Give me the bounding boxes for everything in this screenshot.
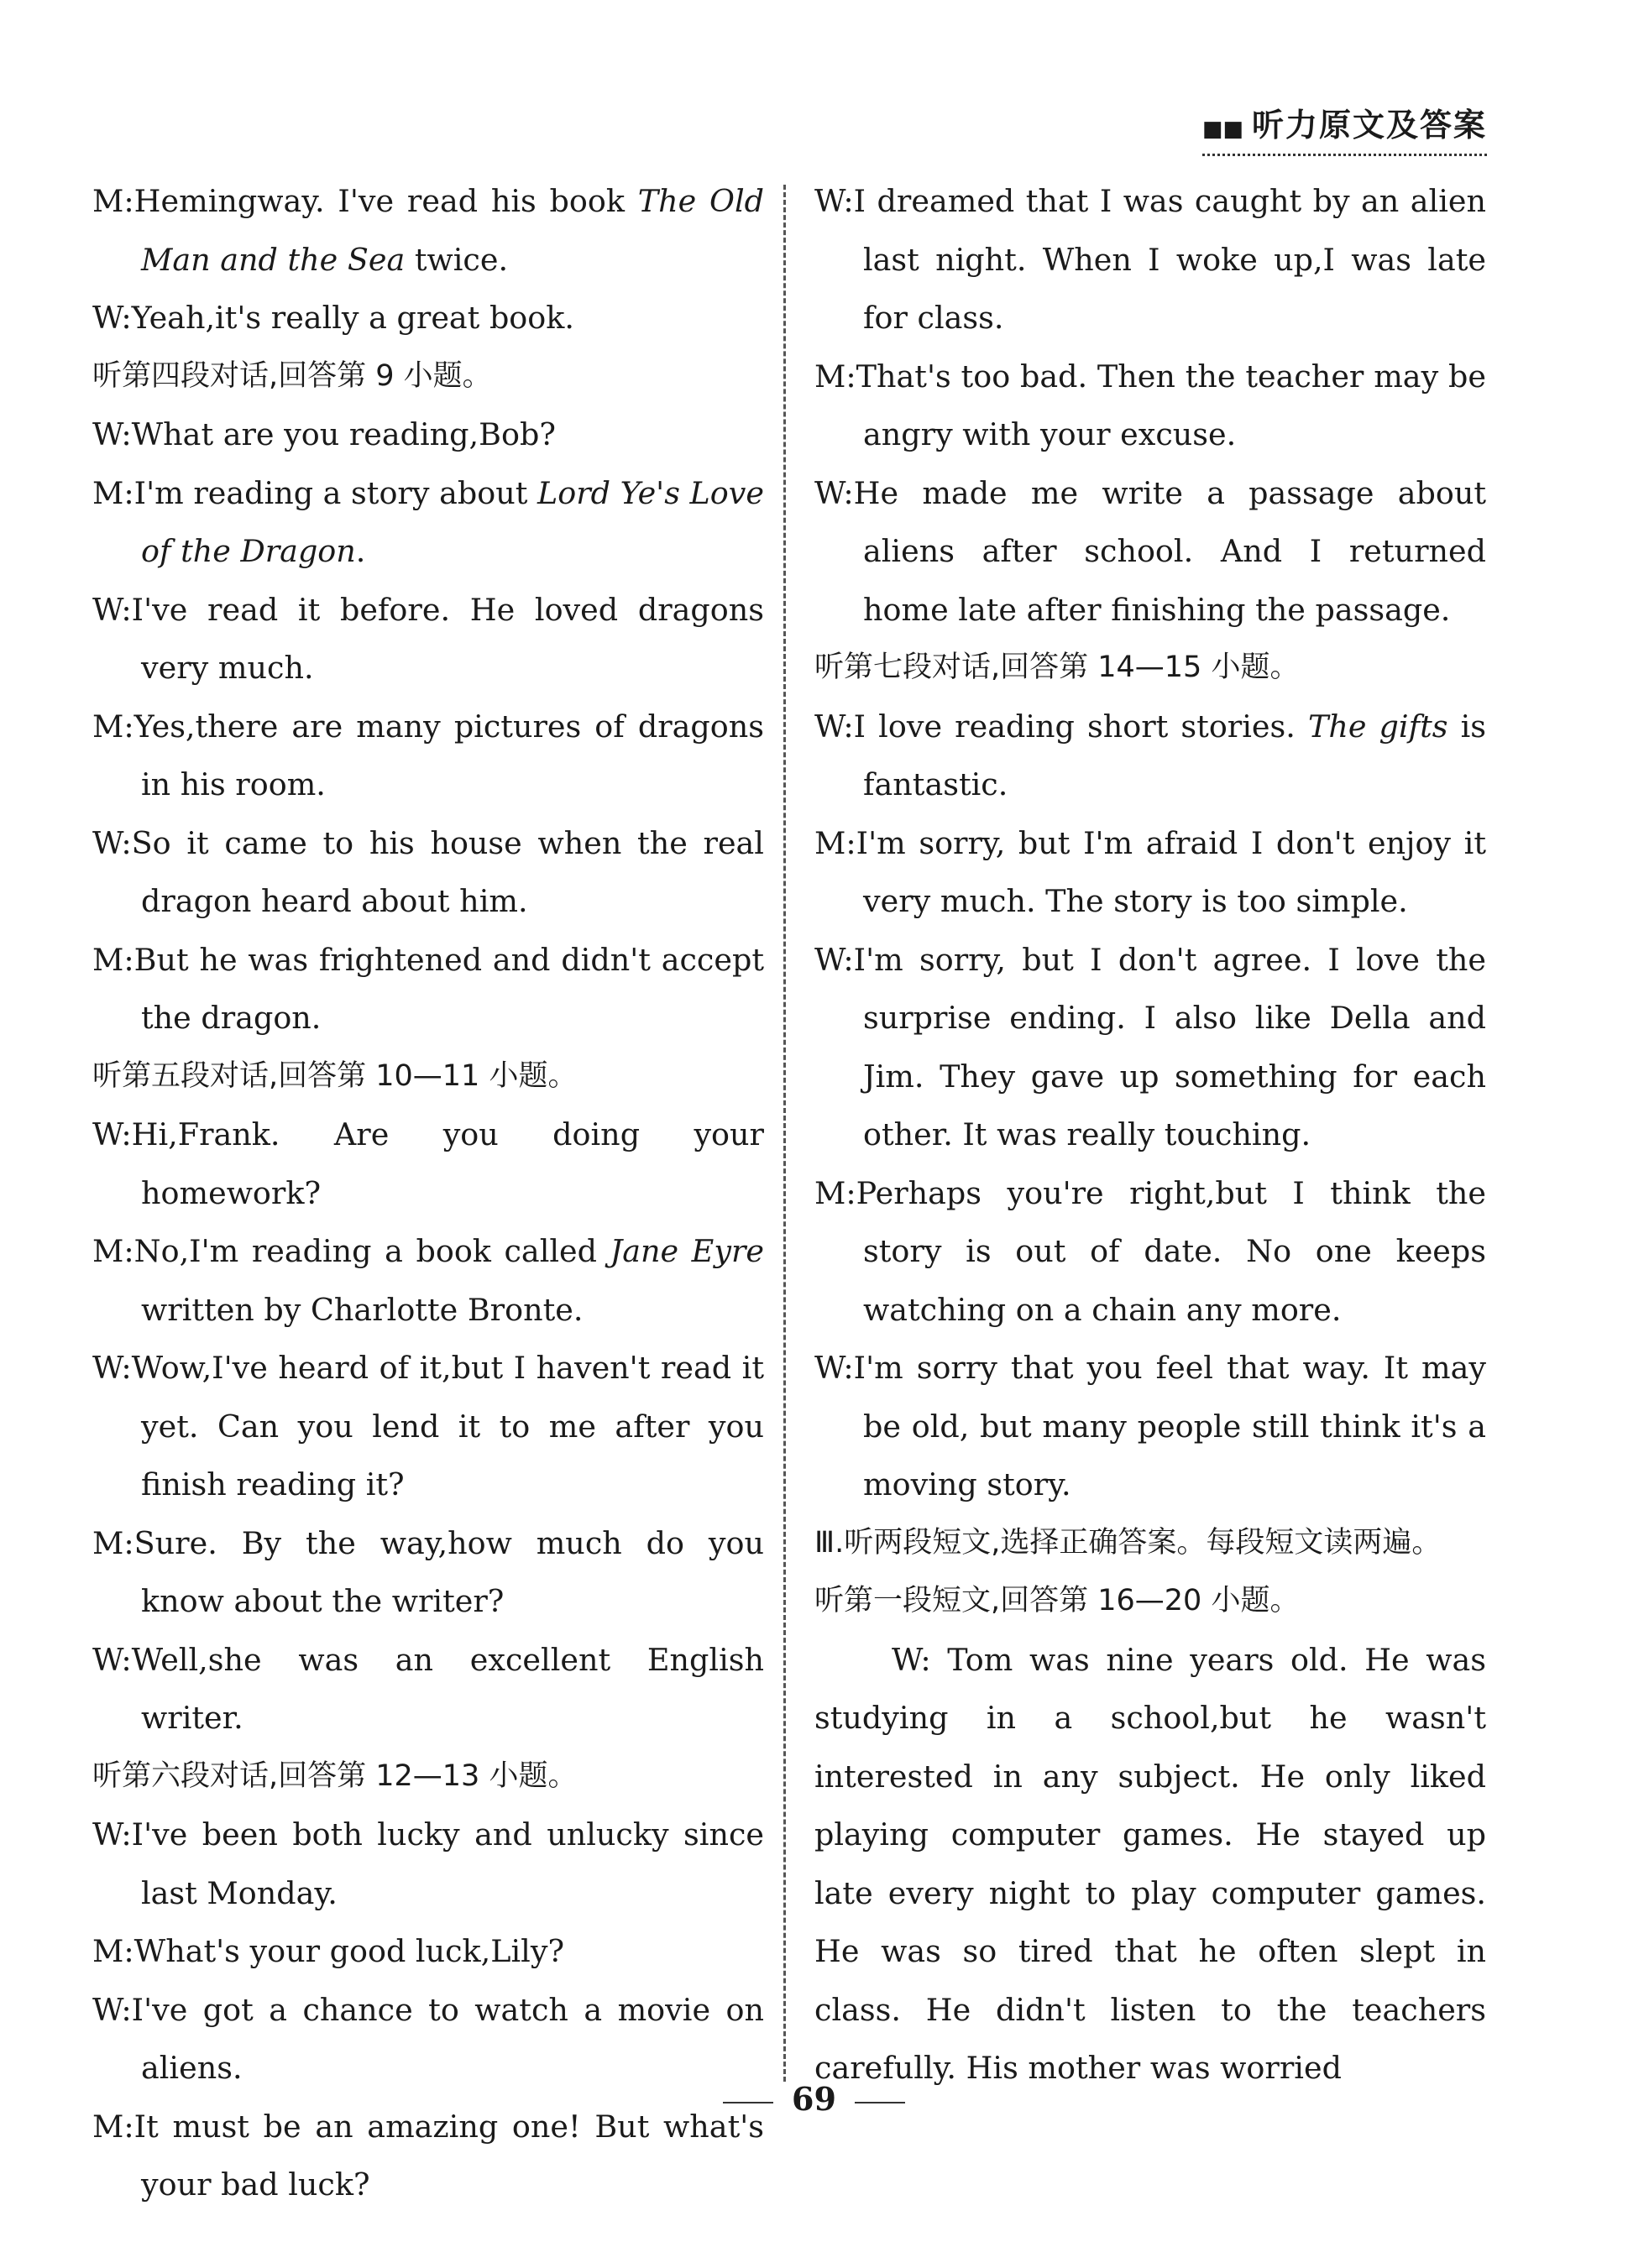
dialogue-turn bbox=[92, 931, 764, 1048]
dialogue-text: I'm sorry that you feel that way. It may be old, but many people still think it's a moving story. bbox=[853, 1350, 1486, 1502]
footer-dash-right bbox=[855, 2102, 905, 2103]
speaker-label: M: bbox=[92, 183, 134, 219]
title-italic: Lord Ye's Love of the Dragon bbox=[141, 474, 764, 569]
dialogue-turn bbox=[92, 1222, 764, 1339]
section-heading: Ⅲ.听两段短文,选择正确答案。每段短文读两遍。 bbox=[814, 1525, 1442, 1560]
speaker-label: W: bbox=[92, 416, 132, 452]
dialogue-turn bbox=[92, 581, 764, 698]
dialogue-text: No,I'm reading a book called bbox=[133, 1233, 610, 1269]
dialogue-turn bbox=[92, 172, 764, 289]
dialogue-turn bbox=[814, 931, 1486, 1164]
dialogue-turn bbox=[92, 1631, 764, 1748]
speaker-label: M: bbox=[92, 2108, 134, 2145]
dialogue-text: What's your good luck,Lily? bbox=[133, 1933, 565, 1969]
speaker-label: M: bbox=[92, 708, 134, 745]
dialogue-text: It must be an amazing one! But what's your bad luck? bbox=[133, 2108, 764, 2203]
dialogue-turn bbox=[814, 1339, 1486, 1514]
dialogue-text: I'm reading a story about bbox=[133, 474, 538, 511]
dialogue-text: That's too bad. Then the teacher may be angry with your excuse. bbox=[856, 358, 1486, 452]
speaker-label: W: bbox=[814, 1350, 854, 1386]
speaker-label: M: bbox=[92, 1233, 134, 1269]
header-squares-icon: ■■ bbox=[1201, 117, 1243, 142]
dialogue-text: I've got a chance to watch a movie on aliens. bbox=[131, 1991, 764, 2086]
dialogue-turn bbox=[92, 1922, 764, 1981]
speaker-label: W: bbox=[814, 708, 854, 745]
speaker-label: W: bbox=[92, 1816, 132, 1853]
dialogue-text: I'm sorry, but I'm afraid I don't enjoy it very much. The story is too simple. bbox=[856, 824, 1486, 919]
dialogue-text: I'm sorry, but I don't agree. I love the surprise ending. I also like Della and Jim. They gave up something for each other. It was really touching. bbox=[853, 941, 1486, 1152]
dialogue-text: Perhaps you're right,but I think the story is out of date. No one keeps watching on a chain any more. bbox=[856, 1174, 1486, 1328]
speaker-label: M: bbox=[92, 474, 134, 511]
dialogue-turn bbox=[814, 348, 1486, 464]
left-column bbox=[92, 172, 764, 2214]
dialogue-text: Sure. By the way,how much do you know about the writer? bbox=[133, 1524, 764, 1619]
dialogue-turn bbox=[92, 1514, 764, 1631]
speaker-label: W: bbox=[92, 1116, 132, 1152]
speaker-label: M: bbox=[92, 941, 134, 978]
dialogue-text: . bbox=[355, 533, 366, 569]
page-header bbox=[1202, 99, 1487, 156]
speaker-label: W: bbox=[92, 1350, 132, 1386]
footer-dash-left bbox=[723, 2102, 773, 2103]
speaker-label: W: bbox=[92, 1641, 132, 1678]
speaker-label: W: bbox=[92, 591, 132, 628]
column-divider bbox=[783, 185, 786, 2082]
dialogue-turn bbox=[814, 172, 1486, 348]
dialogue-turn bbox=[92, 405, 764, 464]
dialogue-text: What are you reading,Bob? bbox=[131, 416, 556, 452]
dialogue-text: I've read it before. He loved dragons very much. bbox=[131, 591, 764, 686]
dialogue-turn bbox=[92, 289, 764, 348]
speaker-label: W: bbox=[814, 183, 854, 219]
dialogue-text: So it came to his house when the real dragon heard about him. bbox=[131, 824, 764, 919]
speaker-label: M: bbox=[814, 358, 856, 395]
dialogue-text: Yeah,it's really a great book. bbox=[131, 300, 574, 336]
dialogue-text: Hi,Frank. Are you doing your homework? bbox=[131, 1116, 764, 1211]
section-instruction: 听第六段对话,回答第 12—13 小题。 bbox=[92, 1758, 578, 1793]
title-italic: Jane Eyre bbox=[610, 1233, 764, 1269]
section-instruction: 听第一段短文,回答第 16—20 小题。 bbox=[814, 1584, 1300, 1617]
passage-paragraph: W: Tom was nine years old. He was studying in a school,but he wasn't interested in any subject. He only liked playing computer games. He stayed up late every night to play computer games. He was so tired that he often slept in class. He didn't listen to the teachers carefully. His mother was worried bbox=[814, 1641, 1486, 2086]
dialogue-text: Yes,there are many pictures of dragons in his room. bbox=[133, 708, 764, 802]
right-column bbox=[814, 172, 1486, 2098]
page-footer bbox=[0, 2080, 1628, 2118]
title-italic: The gifts bbox=[1307, 708, 1448, 745]
dialogue-turn bbox=[814, 698, 1486, 814]
speaker-label: M: bbox=[92, 1524, 134, 1561]
dialogue-turn bbox=[814, 814, 1486, 931]
speaker-label: W: bbox=[814, 941, 854, 978]
dialogue-turn bbox=[92, 1339, 764, 1514]
dialogue-turn bbox=[92, 814, 764, 931]
section-instruction: 听第四段对话,回答第 9 小题。 bbox=[92, 358, 492, 393]
dialogue-text: twice. bbox=[405, 241, 509, 278]
dialogue-text: He made me write a passage about aliens after school. And I returned home late after finishing the passage. bbox=[853, 474, 1486, 628]
speaker-label: W: bbox=[814, 474, 854, 511]
speaker-label: M: bbox=[814, 1174, 856, 1211]
dialogue-turn bbox=[92, 1105, 764, 1222]
section-instruction: 听第七段对话,回答第 14—15 小题。 bbox=[814, 651, 1300, 684]
dialogue-text: is fantastic. bbox=[863, 708, 1486, 802]
header-title: 听力原文及答案 bbox=[1251, 107, 1487, 144]
speaker-label: W: bbox=[92, 1991, 132, 2028]
dialogue-turn bbox=[92, 464, 764, 581]
title-italic: The Old Man and the Sea bbox=[141, 183, 764, 278]
dialogue-turn bbox=[92, 698, 764, 814]
dialogue-text: Well,she was an excellent English writer. bbox=[131, 1641, 764, 1736]
dialogue-turn bbox=[814, 1164, 1486, 1340]
dialogue-turn bbox=[92, 1806, 764, 1922]
dialogue-text: I dreamed that I was caught by an alien last night. When I woke up,I was late for class. bbox=[853, 183, 1486, 336]
speaker-label: M: bbox=[92, 1933, 134, 1969]
dialogue-text: Hemingway. I've read his book bbox=[133, 183, 638, 219]
dialogue-text: But he was frightened and didn't accept the dragon. bbox=[133, 941, 764, 1036]
dialogue-turn bbox=[814, 464, 1486, 640]
dialogue-text: I've been both lucky and unlucky since last Monday. bbox=[131, 1816, 764, 1911]
dialogue-text: written by Charlotte Bronte. bbox=[141, 1291, 584, 1328]
page-number: 69 bbox=[792, 2080, 836, 2118]
speaker-label: W: bbox=[92, 824, 132, 861]
speaker-label: M: bbox=[814, 824, 856, 861]
dialogue-text: I love reading short stories. bbox=[853, 708, 1308, 745]
dialogue-text: Wow,I've heard of it,but I haven't read it yet. Can you lend it to me after you finish reading it? bbox=[131, 1350, 764, 1502]
speaker-label: W: bbox=[92, 300, 132, 336]
section-instruction: 听第五段对话,回答第 10—11 小题。 bbox=[92, 1058, 578, 1093]
